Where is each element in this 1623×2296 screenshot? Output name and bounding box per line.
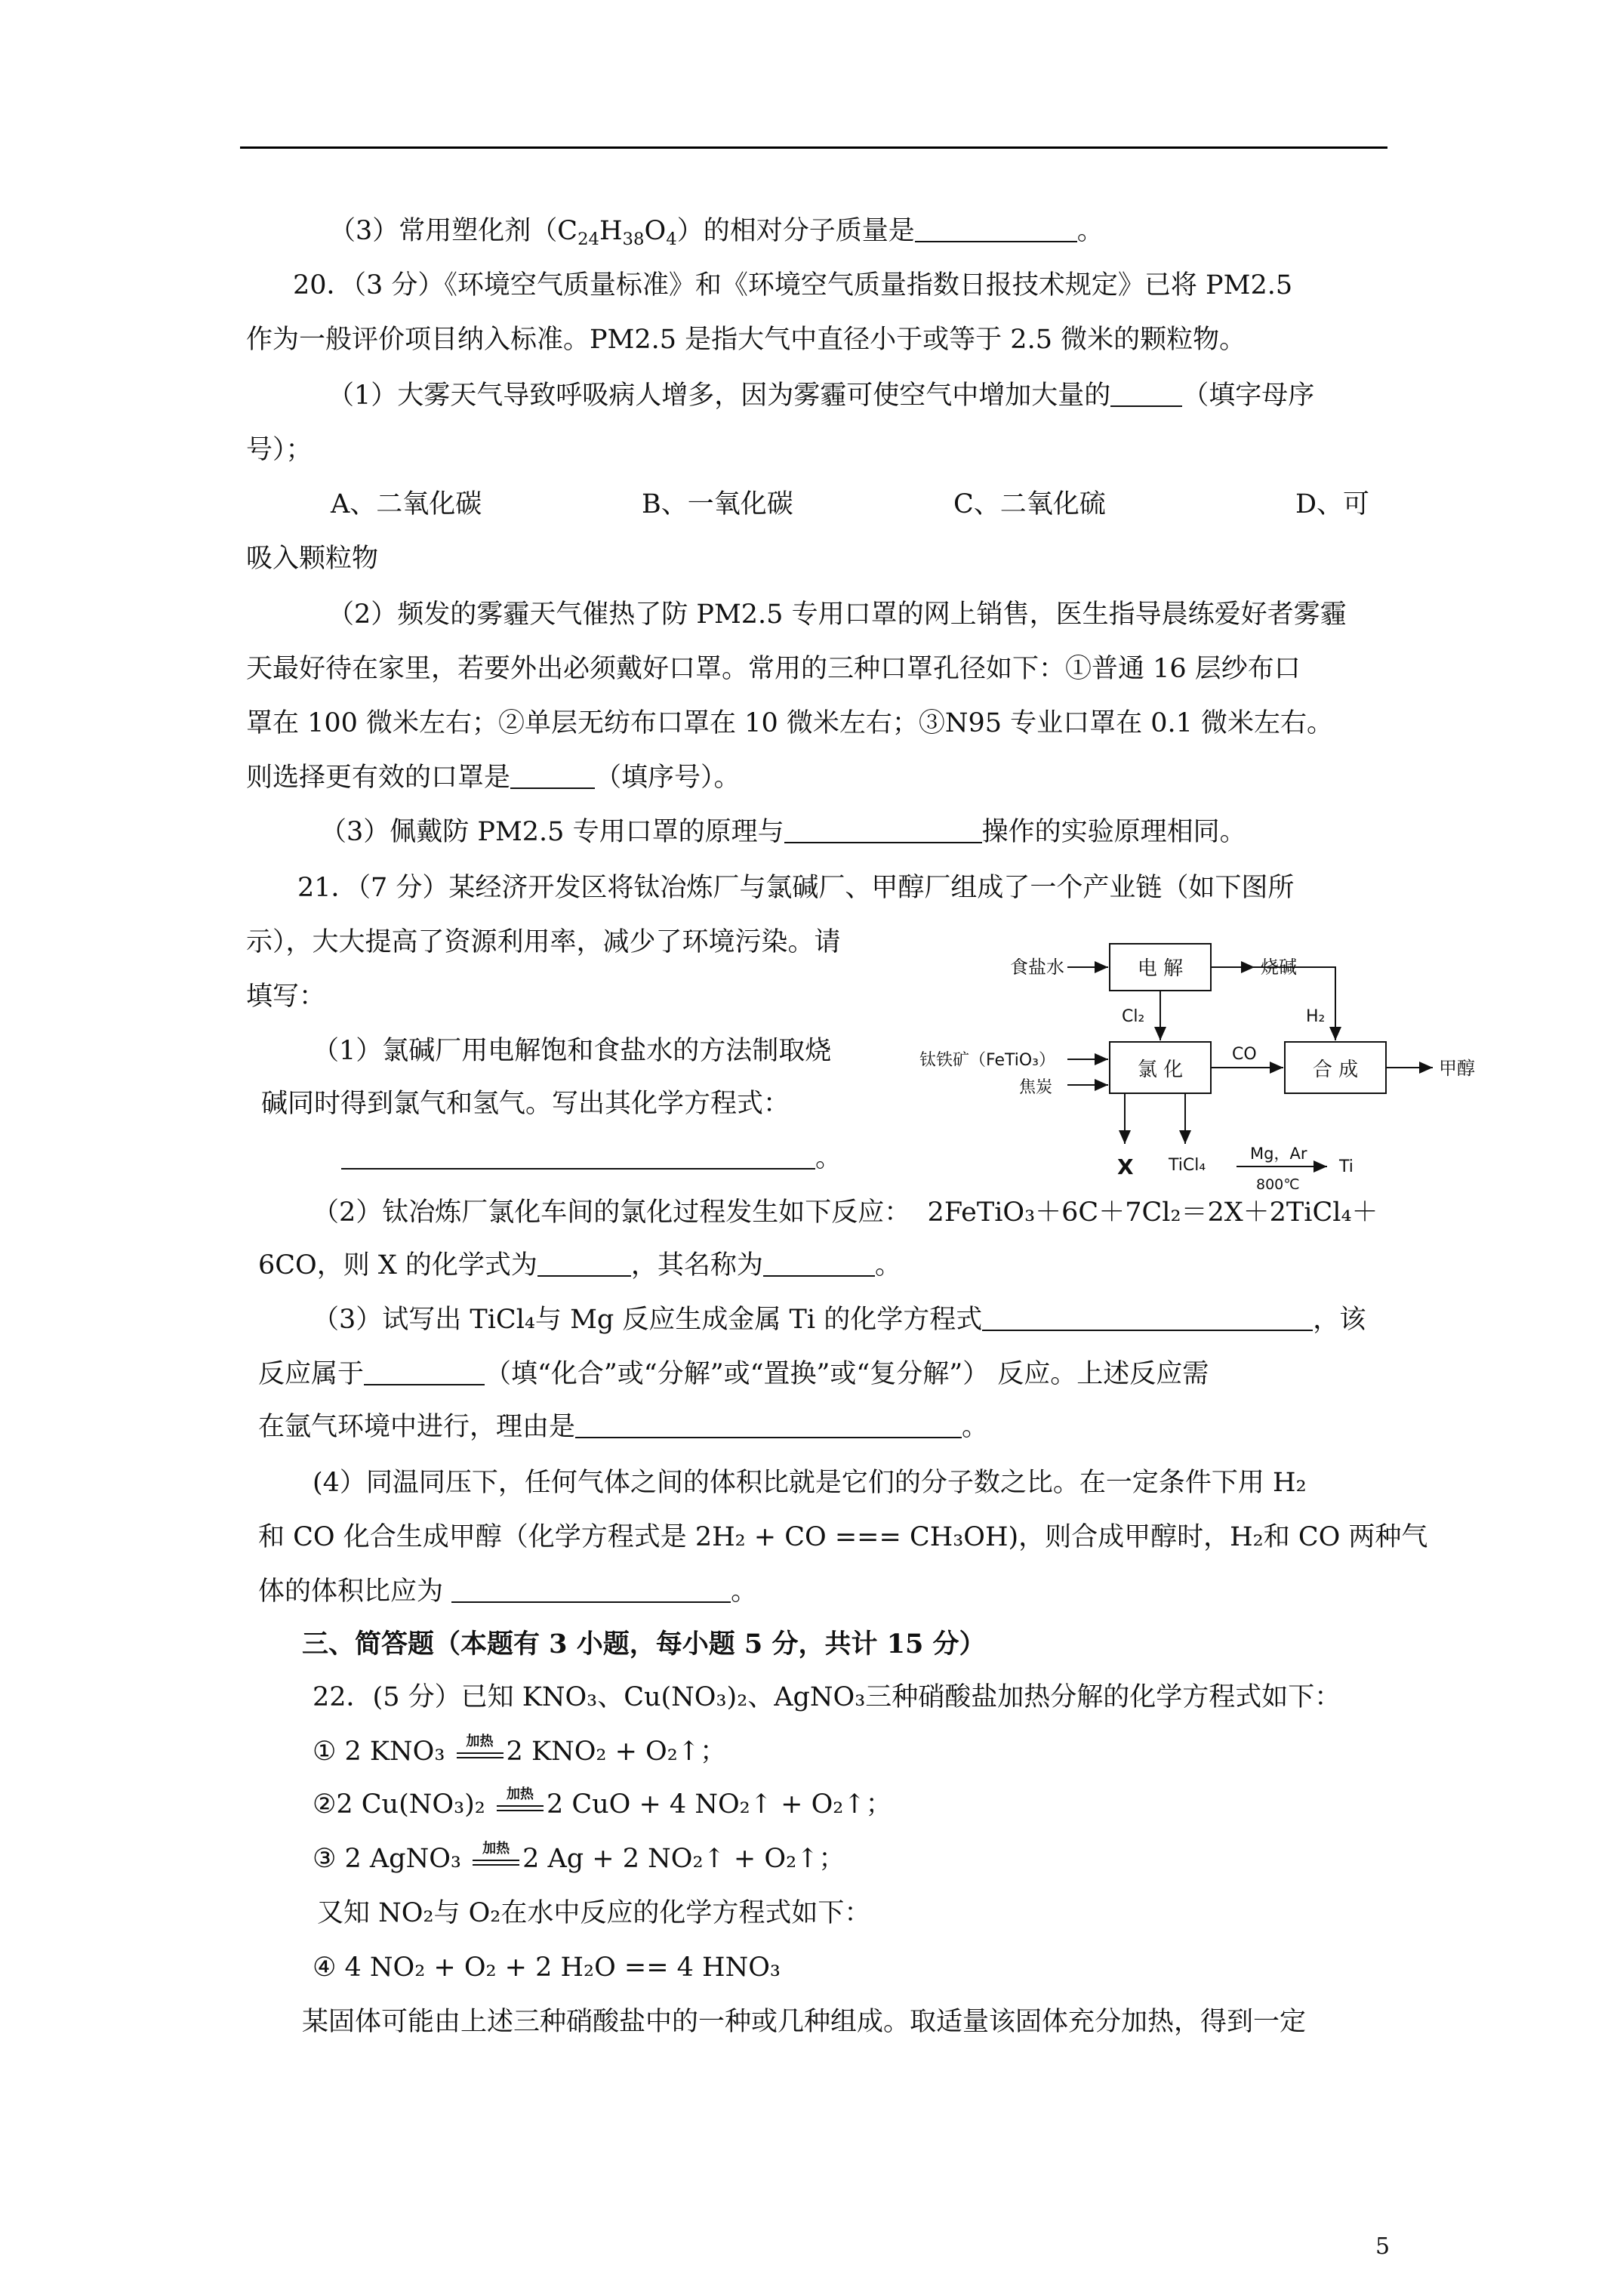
electrolysis-label: 电 解: [1137, 957, 1184, 980]
temp-label: 800℃: [1256, 1176, 1300, 1193]
ticl4-label: TiCl₄: [1169, 1156, 1206, 1175]
question-20-stem-cont: 作为一般评价项目纳入标准。PM2.5 是指大气中直径小于或等于 2.5 微米的颗粒物。: [246, 325, 1246, 355]
question-21-3-cont2: 在氩气环境中进行，理由是 。: [258, 1412, 989, 1442]
equation-1: ① 2 KNO₃ 加热 2 KNO₂ + O₂↑；: [313, 1734, 727, 1767]
option-d: D、可: [1295, 489, 1370, 519]
answer-blank[interactable]: [784, 819, 982, 843]
answer-blank[interactable]: [915, 218, 1077, 242]
question-21-1-cont: 碱同时得到氯气和氢气。写出其化学方程式：: [261, 1089, 790, 1119]
answer-blank[interactable]: [537, 1253, 631, 1277]
question-20-3: （3）佩戴防 PM2.5 专用口罩的原理与 操作的实验原理相同。: [320, 817, 1246, 847]
methanol-label: 甲醇: [1439, 1058, 1475, 1079]
question-21-stem-cont2: 填写：: [246, 982, 326, 1012]
answer-blank[interactable]: [982, 1307, 1313, 1331]
heating-condition: 加热: [454, 1739, 507, 1764]
question-22-body: 某固体可能由上述三种硝酸盐中的一种或几种组成。取适量该固体充分加热，得到一定: [302, 2007, 1307, 2037]
answer-blank[interactable]: [1110, 383, 1182, 407]
question-20-2: （2）频发的雾霾天气催热了防 PM2.5 专用口罩的网上销售，医生指导晨练爱好者雾霾: [328, 599, 1347, 630]
question-21-4-cont: 和 CO 化合生成甲醇（化学方程式是 2H₂ + CO === CH₃OH)，则合成甲醇时，H₂和 CO 两种气: [258, 1522, 1428, 1552]
question-20-2-cont3: 则选择更有效的口罩是 （填序号）。: [246, 763, 741, 793]
answer-blank[interactable]: [341, 1145, 815, 1170]
question-22-note: 又知 NO₂与 O₂在水中反应的化学方程式如下：: [317, 1898, 871, 1928]
header-rule: [240, 146, 1387, 149]
question-20-2-cont1: 天最好待在家里，若要外出必须戴好口罩。常用的三种口罩孔径如下：①普通 16 层纱布口: [246, 654, 1301, 684]
question-19-3: （3）常用塑化剂$(C_{24}H_{38}O_4)$的相对分子质量是 。: [329, 216, 1104, 249]
question-21-3-cont: 反应属于 （填“化合”或“分解”或“置换”或“复分解”） 反应。上述反应需: [258, 1359, 1209, 1389]
heating-condition: 加热: [494, 1792, 547, 1817]
section-3-heading: 三、简答题（本题有 3 小题，每小题 5 分，共计 15 分）: [302, 1629, 986, 1660]
ilmenite-label: 钛铁矿（FeTiO₃）: [919, 1051, 1055, 1070]
equation-2: ②2 Cu(NO₃)₂ 加热 2 CuO + 4 NO₂↑ + O₂↑；: [313, 1786, 892, 1820]
h2-arrow: [1211, 967, 1335, 1040]
answer-blank[interactable]: [763, 1253, 875, 1277]
equation-3: ③ 2 AgNO₃ 加热 2 Ag + 2 NO₂↑ + O₂↑；: [313, 1841, 845, 1874]
industrial-chain-diagram: [919, 940, 1508, 1200]
question-20-1: （1）大雾天气导致呼吸病人增多，因为雾霾可使空气中增加大量的 （填字母序: [328, 381, 1315, 411]
question-21-2: （2）钛冶炼厂氯化车间的氯化过程发生如下反应： 2FeTiO₃＋6C＋7Cl₂＝2X＋2TiCl₄＋: [313, 1197, 1378, 1228]
question-21-stem-cont: 示），大大提高了资源利用率，减少了环境污染。请: [246, 927, 841, 957]
heating-condition: 加热: [470, 1846, 522, 1872]
question-21-3: （3）试写出 TiCl₄与 Mg 反应生成金属 Ti 的化学方程式 ，该: [313, 1305, 1366, 1335]
question-22-stem: 22．(5 分）已知 KNO₃、Cu(NO₃)₂、AgNO₃三种硝酸盐加热分解的化学方程式如下：: [313, 1682, 1341, 1712]
mg-ar-label: Mg，Ar: [1250, 1145, 1307, 1163]
question-20-2-cont2: 罩在 100 微米左右；②单层无纺布口罩在 10 微米左右；③N95 专业口罩在 0.1 微米左右。: [246, 708, 1334, 738]
equation-4: ④ 4 NO₂ + O₂ + 2 H₂O == 4 HNO₃: [313, 1952, 781, 1983]
option-c: C、二氧化硫: [953, 489, 1106, 519]
option-b: B、一氧化碳: [642, 489, 793, 519]
h2-label: H₂: [1306, 1007, 1326, 1026]
salt-water-label: 食盐水: [1010, 957, 1064, 978]
caustic-label: 烧碱: [1261, 957, 1297, 978]
question-20-stem: 20．（3 分）《环境空气质量标准》和《环境空气质量指数日报技术规定》已将 PM2.5: [293, 270, 1293, 300]
option-a: A、二氧化碳: [331, 489, 482, 519]
question-21-2-cont: 6CO，则 X 的化学式为 ，其名称为 。: [258, 1250, 901, 1281]
synthesis-label: 合 成: [1312, 1059, 1359, 1081]
question-21-1-answer: 。: [341, 1142, 842, 1175]
option-d-cont: 吸入颗粒物: [246, 544, 379, 574]
cl2-label: Cl₂: [1122, 1007, 1145, 1026]
question-21-4-cont2: 体的体积比应为 。: [258, 1576, 758, 1607]
chlorination-label: 氯 化: [1137, 1059, 1184, 1081]
question-21-4: (4）同温同压下，任何气体之间的体积比就是它们的分子数之比。在一定条件下用 H₂: [313, 1468, 1307, 1498]
ti-label: Ti: [1339, 1157, 1354, 1176]
coke-label: 焦炭: [1019, 1078, 1053, 1097]
question-21-stem: 21．（7 分）某经济开发区将钛冶炼厂与氯碱厂、甲醇厂组成了一个产业链（如下图所: [297, 873, 1295, 903]
answer-blank[interactable]: [575, 1414, 962, 1438]
question-20-1-cont: 号）；: [246, 435, 313, 465]
answer-blank[interactable]: [451, 1579, 731, 1603]
x-label: X: [1117, 1154, 1134, 1179]
answer-blank[interactable]: [364, 1361, 485, 1385]
answer-blank[interactable]: [510, 765, 595, 789]
co-label: CO: [1232, 1045, 1257, 1064]
question-21-1: （1）氯碱厂用电解饱和食盐水的方法制取烧: [313, 1036, 832, 1066]
page-number: 5: [1375, 2233, 1390, 2260]
